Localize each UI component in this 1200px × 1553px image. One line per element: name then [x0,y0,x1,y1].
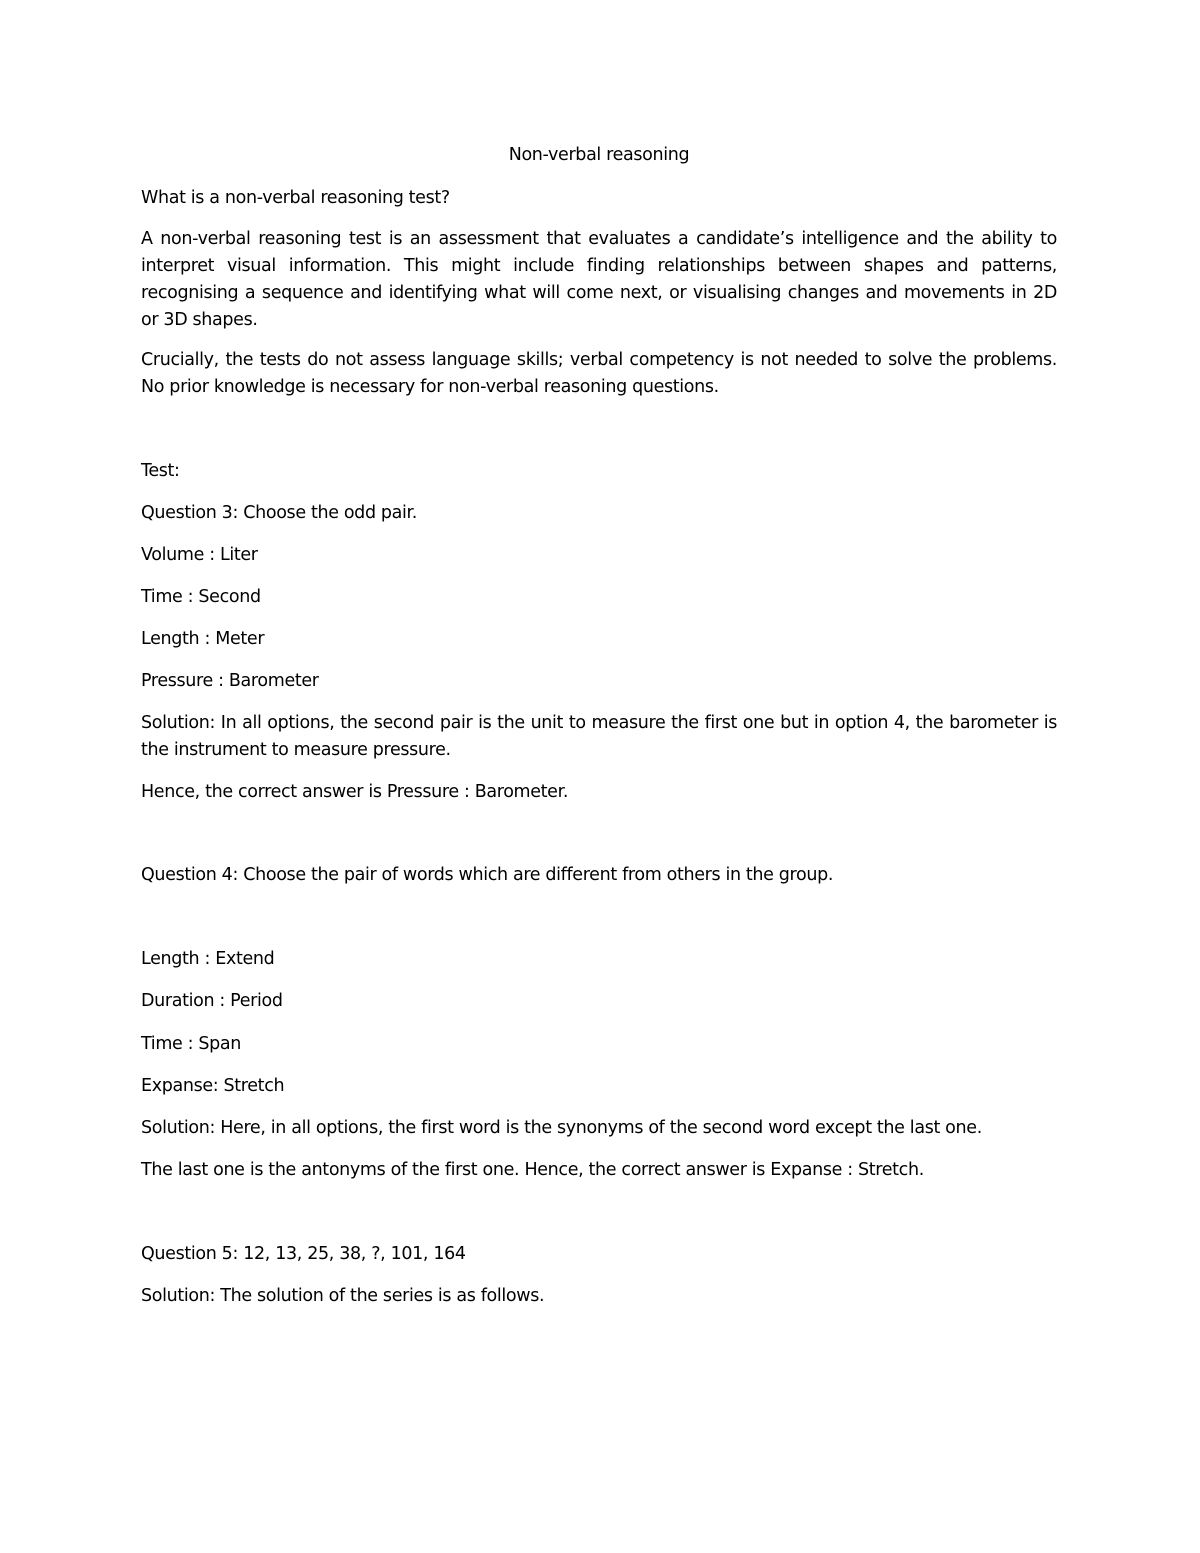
crucial-paragraph: Crucially, the tests do not assess language skills; verbal competency is not needed to solve the problems. No prior knowledge is necessary for non-verbal reasoning questions. [141,350,1057,397]
q4-option-4: Expanse: Stretch [141,1076,285,1096]
intro-paragraph: A non-verbal reasoning test is an assessment that evaluates a candidate’s intelligence and the ability to interpret visual information. This might include finding relationships between shapes and patterns, recognising a sequence and identifying what will come next, or visualising changes and movements in 2D or 3D shapes. [141,229,1057,330]
q3-option-3: Length : Meter [141,629,265,649]
q3-prompt: Question 3: Choose the odd pair. [141,503,418,523]
q5-solution: Solution: The solution of the series is as follows. [141,1286,545,1306]
test-label: Test: [141,461,180,481]
q3-answer: Hence, the correct answer is Pressure : Barometer. [141,782,569,802]
intro-heading: What is a non-verbal reasoning test? [141,188,450,208]
document-title: Non-verbal reasoning [508,145,690,165]
q4-answer: The last one is the antonyms of the first one. Hence, the correct answer is Expanse : Stretch. [141,1160,924,1180]
q4-solution: Solution: Here, in all options, the first word is the synonyms of the second word except the last one. [141,1118,982,1138]
q3-solution: Solution: In all options, the second pair is the unit to measure the first one but in option 4, the barometer is the instrument to measure pressure. [141,713,1057,760]
q4-option-1: Length : Extend [141,949,275,969]
q3-option-2: Time : Second [141,587,261,607]
q3-option-4: Pressure : Barometer [141,671,319,691]
q3-option-1: Volume : Liter [141,545,258,565]
q4-option-3: Time : Span [141,1034,242,1054]
document-page [141,0,1057,1553]
q4-option-2: Duration : Period [141,991,283,1011]
q5-prompt: Question 5: 12, 13, 25, 38, ?, 101, 164 [141,1244,466,1264]
q4-prompt: Question 4: Choose the pair of words which are different from others in the group. [141,865,834,885]
